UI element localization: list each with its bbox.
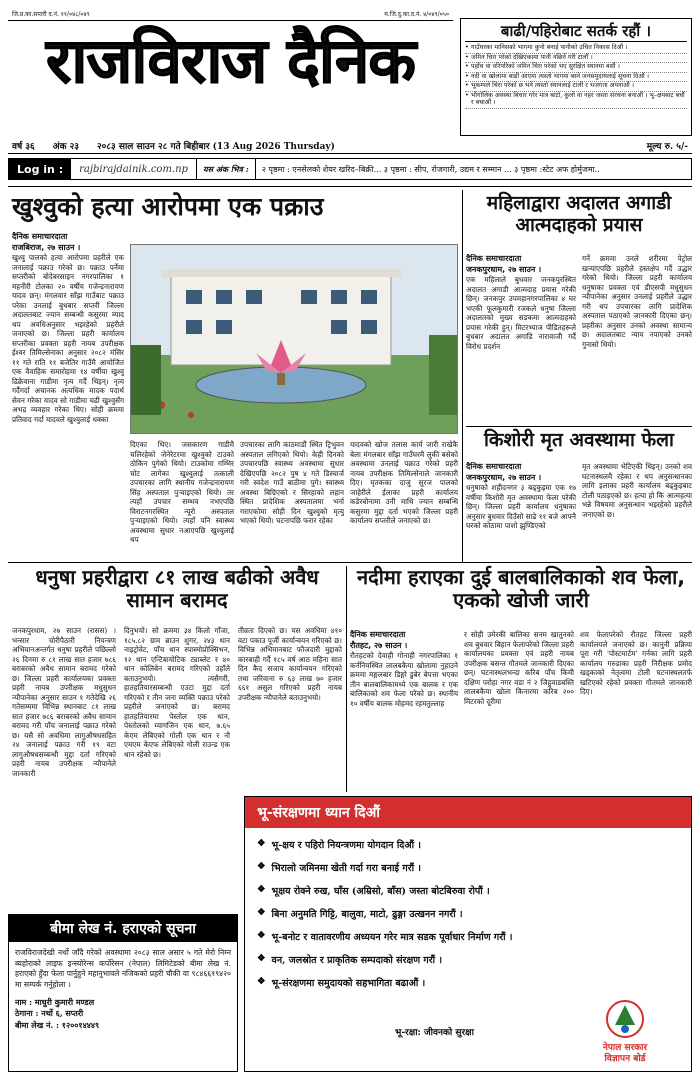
- ad-item: ❖ वन, जलस्रोत र प्राकृतिक सम्पदाको संरक्षण गरौं ।: [257, 953, 443, 966]
- reg-left: जि.प्र.का.सप्तरी द.नं. ११/०४८/०४९: [12, 11, 90, 18]
- alert-item: • पहाँच वा वरिपरिको जमिन चिरा परेको भए सुरक्षित स्थानमा बसौं ।: [465, 63, 687, 73]
- building-image: [131, 245, 458, 434]
- diamond-icon: ❖: [257, 907, 266, 918]
- story3-byline: दैनिक समाचारदाता: [466, 462, 522, 471]
- org-name-1: नेपाल सरकार: [602, 1043, 648, 1054]
- story3-headline: किशोरी मृत अवस्थामा फेला: [484, 429, 674, 451]
- notice-address: ठेगाना : नर्थो ६, सप्तरी: [15, 1008, 84, 1019]
- notice-policy: बीमा लेख नं. : १२००१४४४९: [15, 1019, 100, 1030]
- website-link[interactable]: rajbirajdainik.com.np: [79, 163, 188, 175]
- login-bar: [8, 158, 692, 180]
- story1-col4: यादवको खोज तलास कार्य जारी राखेकै बेला मंगलबार साँझ गाउँघरमै लुकी बसेको अवस्थामा उनलाई पक्राउ गरेको प्रहरी नायब उपरीक्षक तिमिल्सेनाले जानकारी दिए। मृतकका दाजु सुरज पालको जाहेरीले ईलाका प्रहरी कार्यालय कडेरबोनामा उनी माथि ज्यान सम्बन्धि कसुरमा मुद्दा दर्ता भएको जिल्ला प्रहरी कार्यालय सप्तरीले जनाएको छ।: [350, 440, 458, 525]
- story2-headline: महिलाद्वारा अदालत अगाडी आत्मदाहको प्रयास: [486, 192, 672, 236]
- ad-list: [245, 828, 691, 1009]
- date: २०८३ साल साउन २८ गते बिहीबार (13 Aug 2026 Thursday): [97, 142, 335, 152]
- ad-item: ❖ भू-संरक्षणमा समुदायको सहभागिता बढाऔं ।: [257, 976, 426, 989]
- divider: [8, 186, 692, 187]
- story1-byline: दैनिक समाचारदाता: [12, 232, 68, 241]
- government-logo: [565, 999, 685, 1065]
- diamond-icon: ❖: [257, 953, 266, 964]
- diamond-icon: ❖: [257, 838, 266, 849]
- divider: [8, 562, 692, 563]
- ad-title: भू-संरक्षणमा ध्यान दिऔं: [245, 797, 691, 828]
- inside-text: २ पृष्ठमा : एनसेलको शेयर खरिद–बिक्री... ३ पृष्ठमा : सीप, रोजगारी, उद्यम र सम्मान ... ३ पृष्ठमा :स्टेट अफ होर्मुजमा..: [261, 164, 600, 174]
- login-label: Log in :: [9, 159, 71, 179]
- notice-title: बीमा लेख नं. हराएको सूचना: [9, 915, 237, 942]
- story1-text1: खुश्वु पालको हत्या आरोपमा प्रहरीले एक जनालाई पक्राउ गरेको छ। पक्राउ पर्नेमा सप्तरीको बोदेबरसाइन नगरपालिका १ महनीरी टोलका २० वर्षीय गजेन्द्रनारायण यादव छन्। मंगलवार साँझ गाउँबाट पक्राउ परेका उनलाई बुधबार सप्तरी जिल्ला अदालतबाट ज्यान सम्बन्धी कसुरमा म्याद थप अवधिअनुसार भइरहेको प्रहरीले जनाएको छ। जिल्ला प्रहरी कार्यालय सप्तरीका प्रवक्ता प्रहरी नायब उपरीक्षक ईश्वर तिमिल्सेनाका अनुसार २०८२ मंसिर ११ गते राति ११ बजेतिर गाउँमै आयोजित एक वैवाहिक समारोहमा १४ वर्षीया खुश्वु ढिक्रेवाना गाडीमा नृत्य गर्दै थिइन्। नृत्य गर्दैगर्दा अचानक अत्यधिक मादक पदार्थ सेवन गरेका यादव सो गाडीमा चढी खुश्वुसँग अभद्र व्यवहार गरेका थिए। सोही क्रममा प्रतिवाद गर्दा यादवले खुश्वुलाई धक्का: [12, 253, 124, 424]
- story4-col2: दिनुभयो। सो क्रममा ३४ किलो गाँजा, १८५.८२ ग्राम ब्राउन शुगर, २४३ थान नाइट्रोवेट, पाँच थान स्पास्मोप्रोक्सिभन, १२ थान एन्टिबायोटिक ट्याब्लेट र ४० थान कोलिबेन बरामद गरिएको उहाँले बताउनुभयो। त्यसैगरी, हातहतियारसम्बन्धी एउटा मुद्दा दर्ता गरिएको र तीन जना व्यक्ति पक्राउ परेको प्रहरीले जनाएको छ। बरामद हातहतियारमा पेस्तोल एक थान, पेस्तोलको म्यागजिन एक थान, ७.६५ केएम लेबिएको गोली एक थान र नौ एमएम केएफ लेबिएको गोली राउन्ड एक थान रहेको छ।: [124, 626, 230, 759]
- story5-place: रौतहट, २७ साउन ।: [350, 640, 408, 650]
- divider: [466, 426, 692, 427]
- story4-col1: जनकपुरधाम, २७ साउन (रासस) । भन्सार चोरीपैठारी नियन्त्रण अभियानअन्तर्गत धनुषा प्रहरीले पछिल्लो २६ दिनमा रु ८१ लाख सात हजार ७८६ बराबरको अवैध सामान बरामद गरेको छ। जिल्ला प्रहरी कार्यालयका प्रवक्ता प्रहरी नायब उपरीक्षक मधुसुधन न्यौपानेका अनुसार साउन १ गतेदेखि २६ गतेसम्ममा विभिन्न स्थानबाट ८१ लाख सात हजार ७८६ बराबरको अवैध सामान बरामद गरी पाँच जनालाई पक्राउ गरेको छ। यसै सो अवधिमा लागुऔषधसहित २४ जनालाई पक्राउ गरी १९ वटा लागुऔषधसम्बन्धी मुद्दा दर्ता गरिएको प्रहरी नायब उपरीक्षक न्यौपानेले जानकारी: [12, 626, 116, 778]
- issue-info-bar: [8, 138, 692, 154]
- alert-list: [465, 44, 687, 109]
- story1-headline: खुश्वुको हत्या आरोपमा एक पक्राउ: [12, 192, 324, 221]
- notice-name: नाम : माधुरी कुमारी मण्डल: [15, 996, 95, 1007]
- alert-item: • नदी वा खोलामा बाढी आएमा त्यस्तो भागमा बस्ने जनसमुदायलाई सूचना दिऔं ।: [465, 73, 687, 83]
- story2-text1: एक महिलाले बुधवार जनकपुरस्थित अदालत अगाडी आत्मदाह प्रयास गरेकी छिन्। जनकपुर उपमहानगरपालिका ४ घर भएकी फूलकुमारी रजकले धनुषा जिल्ला अदालतको मुख्य सडकमा आत्मदाहको प्रयास गरेकी हुन्। मिटरभ्याज पीडितहरूले बुधबार अदालत अगाडि नारावाजी गर्दै विरोध प्रदर्शन: [466, 275, 576, 351]
- alert-item: • भूकम्पले चिरा परेको छ भने त्यस्तो स्थानलाई टाली र भजगता अपनाऔं ।: [465, 82, 687, 92]
- alert-title: बाढी/पहिरोबाट सतर्क रहौं ।: [465, 21, 687, 42]
- diamond-icon: ❖: [257, 976, 266, 987]
- year: वर्ष ३६: [12, 142, 35, 152]
- ad-item: ❖ भूक्षय रोक्ने रुख, घाँस (अम्रिसो, बाँस) जस्ता बोटबिरुवा रोपौं ।: [257, 884, 490, 897]
- registration-line: [8, 8, 453, 21]
- ad-item: ❖ भू-क्षय र पहिरो नियन्त्रणमा योगदान दिऔं ।: [257, 838, 421, 851]
- inside-label: यस अंक भित्र :: [196, 159, 256, 179]
- ad-item: ❖ भू-बनोट र वातावरणीय अध्ययन गरेर मात्र सडक पूर्वाधार निर्माण गरौं ।: [257, 930, 513, 943]
- diamond-icon: ❖: [257, 930, 266, 941]
- story2-byline: दैनिक समाचारदाता: [466, 254, 522, 263]
- story5-byline: दैनिक समाचारदाता: [350, 630, 406, 639]
- story3-col2: मृत अवस्थामा भेटिएकी थिइन्। उनको शव घटनास्थलमै रहेका र थप अनुसन्धानका लागि इलाका प्रहरी कार्यालय बढ्कुइबाट टोली पठाइएको छ। हत्या हो कि आत्महत्या भन्ने विषयमा अनुसन्धान भइरहेको प्रहरीले जनाएको छ।: [582, 462, 692, 519]
- story4-headline: धनुषा प्रहरीद्वारा ८१ लाख बढीको अवैध सामान बरामद: [35, 565, 319, 612]
- story1-col2: दिएका थिए। जसकारण गाडीमै चलिरहेको जेनेरेटरमा खुश्वुको टाउको ठोकिन पुगेको थियो। टाउकोमा गम्भिर चोट लागेका खुश्वुलाई तत्काली उपचारका लागि स्थानीय गजेन्द्रनारायण सिंह अस्पताल पुऱ्याइएको थियो। तर त्यहाँ उपचार सम्भव नभएपछि विराटनगरस्थित न्यूरो अस्पताल पुऱ्याइएको थियो। त्यहाँ पनि स्वास्थ्य अवस्थामा सुधार नआएपछि खुश्वुलाई थप: [130, 440, 234, 544]
- reg-right: म.जि.दु.का.द.नं. ४/०४९/०५०: [384, 11, 449, 18]
- story4-col3: तीव्रता दिएको छ। यस अवधिमा ४१० वटा पकाउ पूर्जी कार्यान्वयन गरिएको छ। विभिन्न अभियानबाट फौजदारी मुद्दाको कारबाही गर्दै १८५ वर्ष आठ महिना सात दिन कैद सजाय कार्यान्वयन गरिएको तथा जरिवाना रु ६३ लाख ७० हजार ६६१ असुल गरिएको प्रहरी नायब उपरीक्षक न्यौपानेले बताउनुभयो।: [238, 626, 342, 702]
- story1-place: राजबिराज, २७ साउन ।: [12, 242, 81, 252]
- story2-col2: गर्ने क्रममा उनले शरीरमा पेट्रोल खन्याएपछि प्रहरीले हस्तक्षेप गर्दै उद्धार गरेको थियो। जिल्ला प्रहरी कार्यालय धनुषाका प्रवक्ता एवं डीएसपी मधुसुधन न्यौपानेका अनुसार उनलाई प्रहरीले उद्धार गरी थप उपचारका लागि प्रादेशिक अस्पताल पठाएको जानकारी दिएका छन्। प्रहरीका अनुसार उनको अवस्था सामान्य छ। अदालतबाट न्याय नपाएको उनको गुनासो थियो।: [582, 254, 692, 349]
- newspaper-title: राजविराज दैनिक: [46, 24, 415, 97]
- story5-headline: नदीमा हराएका दुई बालबालिकाको शव फेला, एकको खोजी जारी: [357, 565, 685, 612]
- issue: अंक २३: [52, 142, 79, 152]
- flood-alert-box: [460, 18, 692, 136]
- org-name-2: विज्ञापन बोर्ड: [604, 1054, 646, 1065]
- ad-footer: भू-रक्षा: जीवनको सुरक्षा: [395, 1028, 474, 1038]
- story5-col3: शव फेलापरेको रौतहट जिल्ला प्रहरी कार्यालयले जनाएको छ। कानुनी प्रक्रिया पूरा गरी 'पोस्टमार्टम' गर्नका लागि प्रहरी कार्यालय गरुडाका प्रहरी निरीक्षक प्रमोद खड्काको नेतृत्वमा टोली घटनास्थलतर्फ खटिएको रहेको प्रवक्ता गौतमले जानकारी दिए।: [580, 630, 692, 696]
- diamond-icon: ❖: [257, 884, 266, 895]
- notice-body: राजविराजदेखी नर्थो जाँदै गरेको अवस्थामा २०८३ साल असार ५ गते मेरो निम्न ब्यहोराको लाइफ इन्स्योरेन्स कर्पोरेसन (नेपाल) लिमिटेडको बीमा लेख नं. हराएको हुँदा फेला पार्नुहुने महानुभावले नजिकको प्रहरी चौकी वा ९८४६६१९४२० मा सम्पर्क गर्नुहोला ।: [15, 948, 231, 989]
- story3-col1: [466, 462, 576, 560]
- story1-col1: [12, 232, 124, 562]
- story3-place: जनकपुरधाम, २७ साउन ।: [466, 472, 542, 482]
- divider: [462, 190, 463, 562]
- emblem-icon: [605, 999, 645, 1039]
- story2-place: जनकपुरधाम, २७ साउन ।: [466, 264, 542, 274]
- alert-item: • जमिन चिरा परेको देखिएकामा पानी नछिर्ने गरी टालौं ।: [465, 54, 687, 64]
- soil-conservation-ad: [244, 796, 692, 1072]
- alert-item: • गाउँघरका मानिसको भागमा कुनो बनाई पानीको उचित निकास दिऔं ।: [465, 44, 687, 54]
- story2-col1: [466, 254, 576, 424]
- price: मूल्य रु. ५/-: [646, 142, 688, 152]
- divider: [346, 566, 347, 792]
- story3-text1: धनुषाको शहीदनगर ३ बढ्कुइमा एक १७ वर्षीया किशोरी मृत अवस्थामा फेला परेकी छिन्। जिल्ला प्रहरी कार्यालय धनुषाका अनुसार बुधवार दिउँसो साढे ११ बजे आफ्नै घरको कोठामा पाशो झुण्डिएको: [466, 483, 576, 531]
- building-photo: [130, 244, 458, 434]
- masthead: [8, 8, 453, 136]
- story5-col1: [350, 630, 458, 790]
- ad-item: ❖ भिरालो जमिनमा खेती गर्दा गरा बनाई गरौं ।: [257, 861, 421, 874]
- diamond-icon: ❖: [257, 861, 266, 872]
- alert-item: • भौगोलिक अवस्था बिचार गरेर मात्र बाटो, कुलो वा नहर जस्ता संरचना बनाऔं । भू–क्षयबाट बचौं र बचाऔं ।: [465, 92, 687, 109]
- lost-policy-notice: [8, 914, 238, 1072]
- story5-text1: रौतहटको देवाही गोनाही नगरपालिका १ कर्ननियस्थित लालबकैया खोलामा नुहाउने क्रममा मङ्गलबार डिङ्गो डुबेर बेपत्ता भएका तीन बालबालिकामध्ये एक बालक र एक बालिकाको शव फेला परेको छ। स्थानीय १० वर्षीय बालक मोहमद रहमतुल्लाह: [350, 651, 458, 708]
- story1-col3: उपचारका लागि काठमाडौं स्थित ट्रिभुवन अस्पताल लगिएको थियो। केही दिनको उपचारपछि स्वास्थ्य अवस्थामा सुधार देखिएपछि २०८२ पुष ४ गते डिस्चार्ज गरी स्वदेश गाउँ बाठीमा पुगे। स्वास्थ्य अवस्था बिग्रिएको र सिरहाको लहान स्थित प्रादेशिक अस्पतालमा भर्ना गराएकोमा सोही दिन खुश्वुको मृत्यु भएको थियो। घटनापछि फरार रहेका: [240, 440, 344, 525]
- ad-item: ❖ बिना अनुमति गिट्टि, बालुवा, माटो, ढुङ्गा उत्खनन नगरौं ।: [257, 907, 463, 920]
- story5-col2: र सोही उमेरकी बालिका सनम खातुनको शव बुधवार बिहान फेलापरेको जिल्ला प्रहरी कार्यालयका प्रवक्ता एवं प्रहरी नायब उपरीक्षक बसन्त गौतमले जानकारी दिएका छन्। घटनास्थलभन्दा करिब पाँच किमी दक्षिण परोहा नगर वडा नं २ जिहुवाडबस्ति लालबकैया खोला किनारमा करिब २०० मिटरको दूरीमा: [464, 630, 574, 706]
